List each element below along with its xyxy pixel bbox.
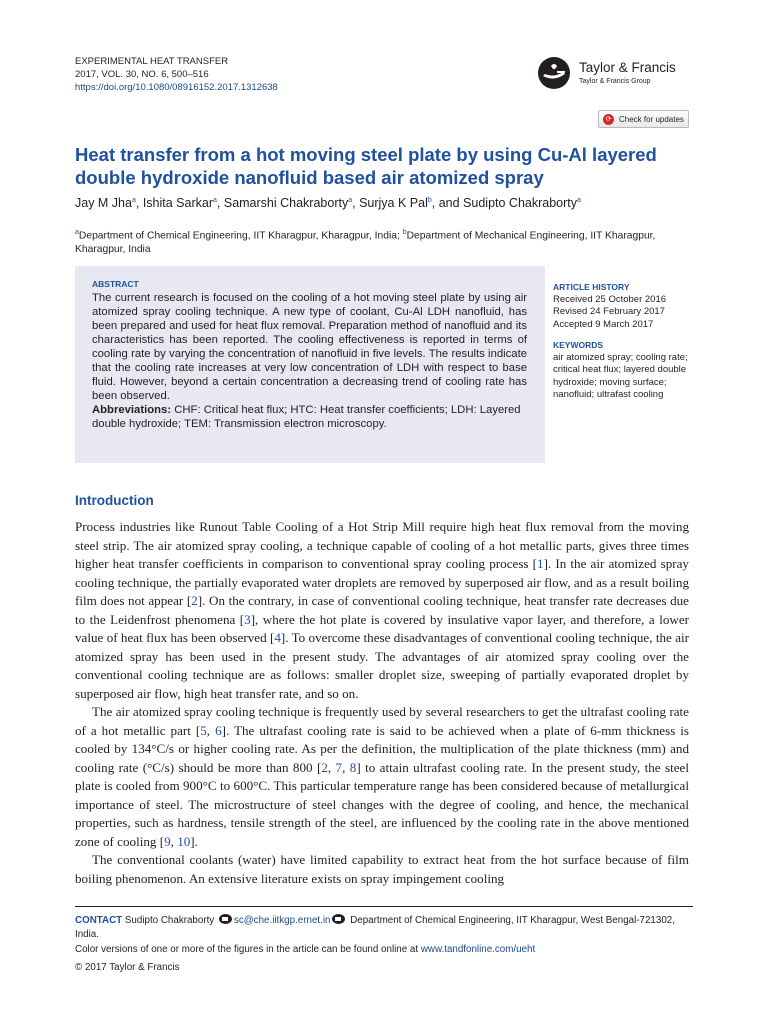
contact-address: Department of Chemical Engineering, IIT Kharagpur, West Bengal-721302, India. <box>75 915 675 940</box>
contact-label: CONTACT <box>75 915 123 926</box>
received-date: Received 25 October 2016 <box>553 293 667 305</box>
introduction-body <box>75 518 689 888</box>
author-list <box>75 196 581 210</box>
reference-link[interactable]: 8 <box>349 759 357 775</box>
body-text-run: ], where the hot plate is covered by insulative vapor layer, and therefore, a lower value of heat flux has been observed [ <box>75 611 690 645</box>
reference-link[interactable]: 9 <box>164 833 171 849</box>
reference-link[interactable]: 7 <box>335 759 343 775</box>
author-name: Jay M Jha <box>75 196 132 210</box>
reference-link[interactable]: 4 <box>274 630 281 645</box>
address-icon <box>332 914 345 924</box>
tandfonline-link[interactable]: www.tandfonline.com/ueht <box>420 944 536 955</box>
history-heading: ARTICLE HISTORY <box>553 282 630 292</box>
author-name: Samarshi Chakraborty <box>223 196 349 210</box>
check-updates-label: Check for updates <box>619 114 684 124</box>
affiliation-a-marker: a <box>75 229 79 236</box>
author-separator: , and <box>431 196 464 210</box>
color-note <box>75 944 535 955</box>
body-text-run: Process industries like Runout Table Cooling of a Hot Strip Mill require high heat flux removal from the moving steel strip. The air atomized spray cooling, a technique capable of cooling of a hot metallic parts, gives three times higher heat transfer coefficients in comparison to conventional spray cooling process [ <box>75 519 689 571</box>
body-text-run: ] to attain ultrafast cooling rate. In the present study, the steel plate is cooled from 900°C to 600°C. This particular temperature range has been considered because of metallurgical importance of steel. The microstructure of steel changes with the degree of cooling, and hence, the mechanical properties, such as hardness, tensile strength of the steel, are influenced by the cooling rate in the above mentioned zone of cooling [ <box>75 759 690 849</box>
affiliation-b: Department of Mechanical Engineering, IIT Kharagpur, Kharagpur, India <box>75 230 656 256</box>
publisher-logo[interactable] <box>537 56 697 92</box>
author-affiliation-marker: a <box>577 196 581 204</box>
reference-link[interactable]: 6 <box>215 722 222 738</box>
contact-email-link[interactable]: sc@che.iitkgp.ernet.in <box>233 915 331 926</box>
contact-name: Sudipto Chakraborty <box>122 915 217 926</box>
author-separator: , <box>216 196 224 210</box>
author-name: Surjya K Pal <box>359 196 428 210</box>
body-text-run: ]. On the contrary, in case of conventional cooling technique, heat transfer rate decreases due to the Leidenfrost phenomena [ <box>75 593 689 627</box>
affiliations <box>75 226 695 257</box>
author-separator: , <box>352 196 360 210</box>
body-text-run: ]. <box>190 833 198 849</box>
publisher-name: Taylor & Francis <box>579 60 676 75</box>
body-text-run: The air atomized spray cooling technique is frequently used by several researchers to get the ultrafast cooling rate of a hot metallic part [ <box>75 704 689 738</box>
author-separator: , <box>135 196 143 210</box>
abstract-heading: ABSTRACT <box>92 279 139 289</box>
reference-link[interactable]: 2 <box>321 759 328 775</box>
article-history <box>553 281 703 331</box>
body-text-run: ]. The ultrafast cooling rate is said to be achieved when a plate of 6-mm thickness is cooled by 134°C/s or higher cooling rate. As per the definition, the multiplication of the plate thickness (mm) and cooling rate (°C/s) should be more than 800 [ <box>75 722 690 775</box>
footnote-divider <box>75 906 693 907</box>
journal-info <box>75 55 278 94</box>
body-text-run: , <box>327 759 336 775</box>
publisher-group: Taylor & Francis Group <box>579 78 651 85</box>
section-heading-introduction: Introduction <box>75 493 154 508</box>
abstract-text: The current research is focused on the cooling of a hot moving steel plate by using air atomized spray cooling technique. A new type of coolant, Cu-Al LDH nanofluid, has been prepared and used for heat flux removal. Preparation method of nanofluid and its characteristics has been reported. The cooling effectiveness is reported in terms of cooling rate by varying the concentration of nanofluid in five levels. The results indicate that the cooling rate increases at very low concentration of LDH with respect to base fluid. However, beyond a certain concentration a decreasing trend of cooling rate has been observed. <box>92 292 527 402</box>
contact-footnote <box>75 914 695 942</box>
author-affiliation-marker: a <box>131 196 136 204</box>
author-name: Sudipto Chakraborty <box>463 196 577 210</box>
revised-date: Revised 24 February 2017 <box>553 306 665 317</box>
author-affiliation-marker: a <box>348 196 353 204</box>
affiliation-b-marker: b <box>402 229 407 236</box>
journal-name: EXPERIMENTAL HEAT TRANSFER <box>75 56 229 67</box>
keywords <box>553 339 703 402</box>
reference-link[interactable]: 5 <box>200 722 207 738</box>
paragraph-2 <box>75 703 689 851</box>
author-name: Ishita Sarkar <box>142 196 213 210</box>
color-note-text: Color versions of one or more of the figures in the article can be found online at <box>75 944 421 955</box>
check-for-updates-button[interactable] <box>598 110 689 128</box>
reference-link[interactable]: 3 <box>244 611 251 627</box>
keywords-heading: KEYWORDS <box>553 340 604 350</box>
email-icon <box>219 914 232 924</box>
article-sidebar <box>553 281 703 410</box>
copyright: © 2017 Taylor & Francis <box>75 962 180 973</box>
keywords-text: air atomized spray; cooling rate; critical heat flux; layered double hydroxide; moving surface; nanofluid; ultrafast cooling <box>553 351 688 400</box>
accepted-date: Accepted 9 March 2017 <box>553 318 654 330</box>
reference-link[interactable]: 2 <box>191 593 198 608</box>
author-affiliation-marker: b <box>427 196 432 204</box>
body-text-run: ]. In the air atomized spray cooling technique, the partially evaporated water droplets are removed by superposed air flow, and as a result boiling film does not appear [ <box>75 556 689 608</box>
reference-link[interactable]: 1 <box>537 556 544 571</box>
body-text-run: The conventional coolants (water) have limited capability to extract heat from the hot surface because of film boiling phenomenon. An extensive literature exists on spray impingement cooling <box>75 852 689 886</box>
doi-link[interactable]: https://doi.org/10.1080/08916152.2017.1312638 <box>75 82 278 93</box>
author-affiliation-marker: a <box>213 196 217 204</box>
body-text-run: , <box>342 759 350 775</box>
body-text-run: ]. To overcome these disadvantages of conventional cooling technique, the air atomized spray has been used in the present study. The advantages of air atomized spray cooling over the conventional cooling technique are as follows: smaller droplet size, sweeping of partially evaporated droplet by superposed air flow, high heat transfer rate, and so on. <box>75 630 689 701</box>
abstract-box <box>75 266 545 463</box>
article-title: Heat transfer from a hot moving steel plate by using Cu-Al layered double hydroxide nanofluid based air atomized spray <box>75 144 657 188</box>
citation: 2017, VOL. 30, NO. 6, 500–516 <box>75 69 209 80</box>
body-text-run: , <box>206 722 216 738</box>
body-text-run: , <box>170 833 178 849</box>
lamp-logo-icon <box>537 56 571 90</box>
paragraph-1 <box>75 518 689 703</box>
paragraph-3 <box>75 851 689 888</box>
abbreviations-label: Abbreviations: <box>92 404 172 416</box>
refresh-icon: ⟳ <box>603 114 614 125</box>
reference-link[interactable]: 10 <box>177 833 191 849</box>
abbreviations <box>92 403 527 431</box>
abbreviations-text: CHF: Critical heat flux; HTC: Heat transfer coefficients; LDH: Layered double hydroxide; TEM: Transmission electron microscopy. <box>92 404 521 430</box>
affiliation-a: Department of Chemical Engineering, IIT Kharagpur, Kharagpur, India; <box>78 230 403 242</box>
